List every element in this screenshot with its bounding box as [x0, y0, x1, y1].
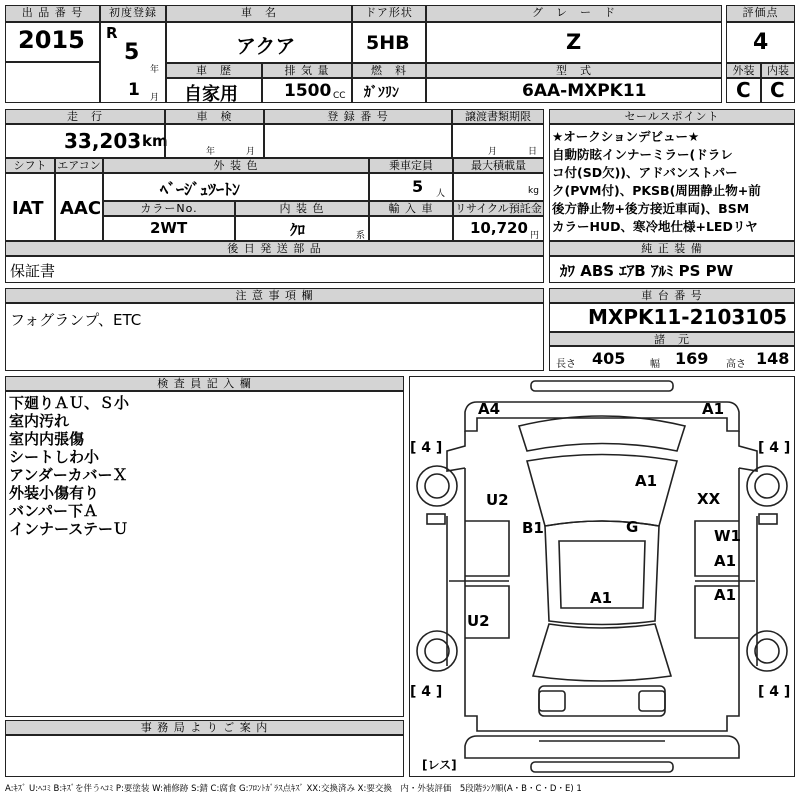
int-label: 内装 — [761, 63, 795, 78]
ext-grade: C — [736, 78, 751, 102]
grade: Z — [566, 30, 582, 54]
history: 自家用 — [184, 84, 238, 105]
selling-line: ク(PVM付)、PKSB(周囲静止物+前 — [552, 183, 761, 198]
spare-tire-value: レス — [427, 758, 452, 772]
grade-label: グ レ ー ド — [426, 5, 722, 22]
later-cell — [5, 256, 544, 283]
ac: AAC — [60, 198, 102, 219]
int-grade: C — [770, 78, 785, 102]
displacement-label: 排 気 量 — [262, 63, 352, 78]
inspector-line: アンダーカバーＸ — [9, 466, 128, 484]
inspector-line: 室内汚れ — [9, 412, 70, 430]
equipment: ｶﾜ ABS ｴｱB ｱﾙﾐ PS PW — [560, 262, 734, 280]
tire-rear-right: [ 4 ] — [758, 684, 791, 700]
mileage-label: 走 行 — [5, 109, 165, 124]
damage-mark: A1 — [714, 552, 737, 570]
colorno-label: カラーNo. — [103, 201, 235, 216]
colorno: 2WT — [150, 219, 188, 237]
spec-label: 諸 元 — [549, 332, 795, 346]
transfer-label: 譲渡書類期限 — [452, 109, 544, 124]
selling-line: カラーHUD、寒冷地仕様+LEDリヤ — [552, 219, 758, 234]
lot-number: 2015 — [18, 26, 85, 54]
tire-front-left: [ 4 ] — [410, 440, 443, 456]
score-label: 評価点 — [726, 5, 795, 22]
damage-mark: U2 — [486, 491, 509, 509]
lot-label: 出 品 番 号 — [5, 5, 100, 22]
tire-rear-left: [ 4 ] — [410, 684, 443, 700]
transfer-month-unit: 月 — [488, 147, 498, 157]
inspector-line: シートしわ小 — [9, 448, 100, 466]
legend: A:ｷｽﾞ U:ﾍｺﾐ B:ｷｽﾞを伴うﾍｺﾐ P:要塗装 W:補修跡 S:錆 C:腐食 G:ﾌﾛﾝﾄｶﾞﾗｽ点ｷｽﾞ XX:交換済み X:要交換 内・外装評価 5段階ﾗﾝｸ順(A・B・C・D・E) 1 — [5, 784, 582, 794]
regno-cell — [264, 124, 452, 158]
tire-front-right: [ 4 ] — [758, 440, 791, 456]
history-label: 車 歴 — [166, 63, 262, 78]
import-label: 輸 入 車 — [369, 201, 453, 216]
selling-points — [552, 128, 761, 236]
kg-unit: kg — [528, 186, 539, 196]
inspector-line: バンパー下Ａ — [9, 502, 98, 520]
damage-mark: B1 — [522, 519, 544, 537]
import-cell — [369, 216, 453, 241]
spare-tire: [レス] — [422, 758, 457, 772]
shift-label: シフト — [5, 158, 55, 173]
person-unit: 人 — [436, 189, 446, 199]
inspector-line: 室内内張傷 — [9, 430, 85, 448]
inspector-notes — [9, 394, 129, 538]
damage-mark: A1 — [590, 589, 613, 607]
ext-label: 外装 — [726, 63, 761, 78]
damage-mark: W1 — [714, 527, 741, 545]
selling-line: 後方静止物+後方接近車両)、BSM — [552, 201, 750, 216]
shift: IAT — [12, 198, 44, 219]
length-label: 長さ — [556, 359, 576, 370]
length: 405 — [592, 349, 626, 368]
tire-depth: 4 — [769, 684, 780, 700]
displacement: 1500 — [284, 81, 332, 101]
door-label: ドア形状 — [352, 5, 426, 22]
chassis-number: MXPK11-2103105 — [588, 305, 788, 329]
damage-mark: A1 — [635, 472, 658, 490]
damage-mark: A4 — [478, 400, 501, 418]
reg-year: 5 — [124, 40, 140, 65]
later-label: 後 日 発 送 部 品 — [5, 241, 544, 256]
mileage: 33,203 — [64, 129, 142, 153]
inspector-label: 検 査 員 記 入 欄 — [5, 376, 404, 391]
damage-mark: U2 — [467, 612, 490, 630]
kei-unit: 系 — [356, 231, 366, 241]
load-label: 最大積載量 — [453, 158, 544, 173]
capacity: 5 — [412, 177, 424, 196]
later-parts: 保証書 — [10, 262, 56, 280]
office-cell — [5, 735, 404, 777]
inspection-label: 車 検 — [165, 109, 264, 124]
selling-label: セールスポイント — [549, 109, 795, 124]
color-label: 外 装 色 — [103, 158, 369, 173]
fuel-label: 燃 料 — [352, 63, 426, 78]
interior: ｸﾛ — [290, 221, 306, 239]
chassis-label: 車 台 番 号 — [549, 288, 795, 303]
score: 4 — [753, 30, 769, 55]
width: 169 — [675, 349, 709, 368]
width-label: 幅 — [650, 359, 660, 370]
capacity-label: 乗車定員 — [369, 158, 453, 173]
insp-year-unit: 年 — [206, 147, 216, 157]
cc-unit: CC — [333, 91, 346, 101]
interior-label: 内 装 色 — [235, 201, 369, 216]
damage-mark: XX — [697, 490, 721, 508]
month-unit: 月 — [150, 93, 160, 103]
office-label: 事 務 局 よ り ご 案 内 — [5, 720, 404, 735]
notes-label: 注 意 事 項 欄 — [5, 288, 544, 303]
recycle: 10,720 — [470, 219, 528, 237]
selling-line: ★オークションデビュー★ — [552, 129, 700, 144]
notes: フォグランプ、ETC — [10, 311, 142, 329]
car-name: アクア — [236, 34, 296, 58]
damage-mark: A1 — [702, 400, 725, 418]
reg-month: 1 — [128, 80, 140, 100]
regno-label: 登 録 番 号 — [264, 109, 452, 124]
inspector-line: 外装小傷有り — [9, 484, 100, 502]
model: 6AA-MXPK11 — [522, 81, 647, 101]
recycle-label: リサイクル預託金 — [453, 201, 544, 216]
color: ﾍﾞｰｼﾞｭﾂｰﾄﾝ — [160, 180, 241, 199]
door: 5HB — [366, 32, 410, 54]
car-diagram — [409, 376, 795, 777]
equipment-label: 純 正 装 備 — [549, 241, 795, 256]
height-label: 高さ — [726, 359, 746, 370]
lot-lower-cell — [5, 62, 100, 103]
insp-month-unit: 月 — [246, 147, 256, 157]
model-label: 型 式 — [426, 63, 722, 78]
tire-depth: 4 — [421, 440, 432, 456]
damage-mark: G — [626, 518, 639, 536]
first-reg-label: 初度登録 — [100, 5, 166, 22]
selling-line: 自動防眩インナーミラー(ドラレ — [552, 147, 733, 162]
fuel: ｶﾞｿﾘﾝ — [364, 85, 399, 101]
yen-unit: 円 — [530, 231, 540, 241]
transfer-day-unit: 日 — [528, 147, 538, 157]
ac-label: エアコン — [55, 158, 103, 173]
tire-depth: 4 — [421, 684, 432, 700]
damage-mark: A1 — [714, 586, 737, 604]
tire-depth: 4 — [769, 440, 780, 456]
era: R — [106, 24, 118, 42]
year-unit: 年 — [150, 65, 160, 75]
inspector-line: インナーステーＵ — [9, 520, 128, 538]
height: 148 — [756, 349, 790, 368]
km-unit: km — [142, 132, 168, 150]
car-name-label: 車 名 — [166, 5, 352, 22]
selling-line: コ付(SD欠))、アドバンストパー — [552, 165, 738, 180]
inspector-line: 下廻りＡＵ、Ｓ小 — [9, 394, 130, 412]
